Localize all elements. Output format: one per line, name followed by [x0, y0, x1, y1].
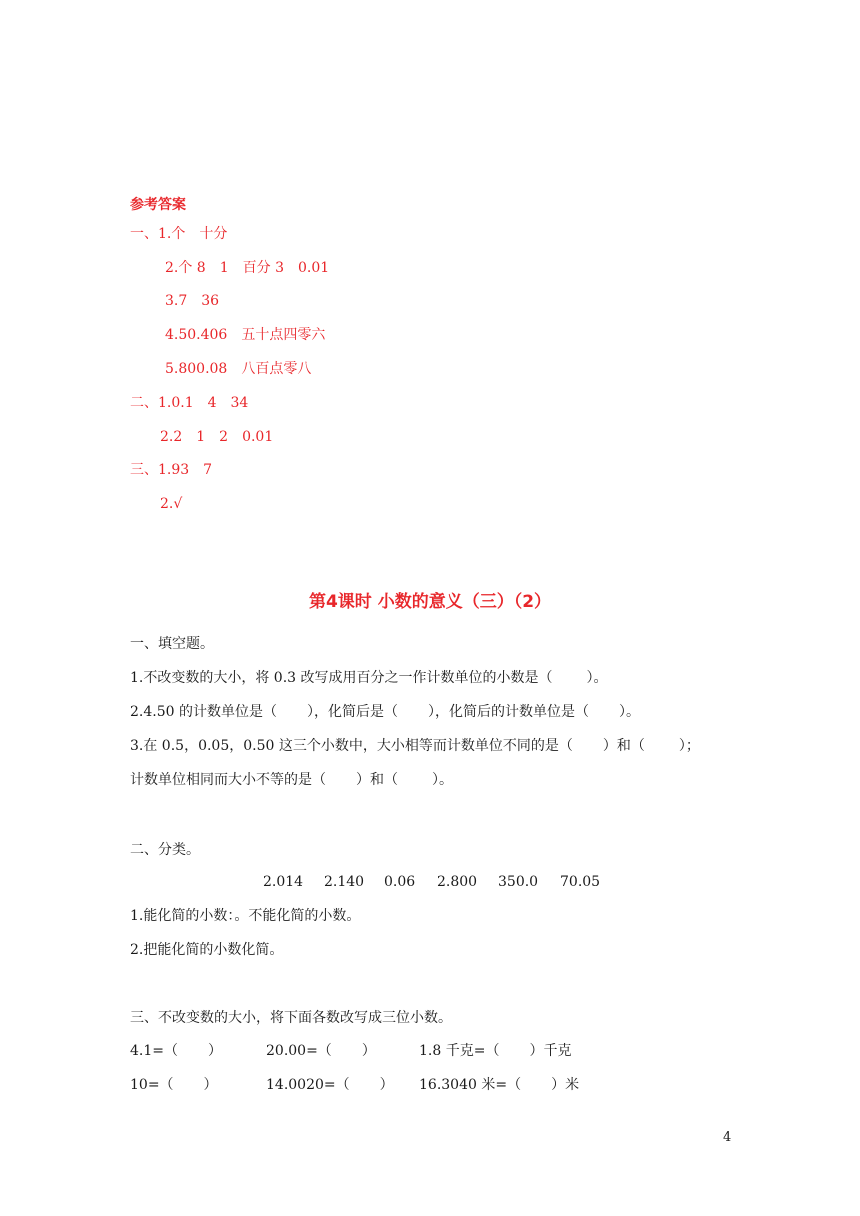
answer-line-9: 2.√ — [160, 496, 183, 512]
conversion-close: ）千克 — [529, 1043, 572, 1059]
answer-line-1: 一、1.个 十分 — [130, 226, 228, 242]
question-1-1 — [130, 668, 608, 688]
question-1-2 — [130, 702, 640, 722]
conversion-close: ） — [208, 1043, 222, 1059]
answer-line-5: 5.800.08 八百点零八 — [165, 361, 312, 377]
lesson-title: 第4课时 小数的意义（三）（2） — [308, 592, 552, 612]
answer-line-4: 4.50.406 五十点四零六 — [165, 327, 326, 343]
q1-text-b: ）。 — [586, 670, 608, 686]
conversion-close: ）米 — [551, 1077, 580, 1093]
conversion-prompt: 16.3040 米=（ — [419, 1077, 522, 1093]
q2-text-b: ），化简后是（ — [306, 704, 398, 720]
decimal-number: 2.800 — [437, 874, 478, 890]
conversion-prompt: 14.0020=（ — [266, 1077, 350, 1093]
q1-text-a: 1.不改变数的大小，将 0.3 改写成用百分之一作计数单位的小数是（ — [130, 670, 553, 686]
decimal-number: 0.06 — [384, 874, 416, 890]
q3c-text-c: ）。 — [432, 772, 453, 788]
conversion-prompt: 20.00=（ — [266, 1043, 332, 1059]
conversion-close: ） — [361, 1043, 376, 1059]
question-2-2: 2.把能化简的小数化简。 — [130, 942, 284, 958]
q3-text-b: ）和（ — [602, 738, 645, 754]
conversion-item — [266, 1075, 394, 1095]
decimal-number: 70.05 — [560, 874, 601, 890]
question-1-3-continued — [130, 770, 453, 790]
page-number: 4 — [723, 1130, 732, 1145]
answer-key-title: 参考答案 — [130, 197, 186, 213]
section2-heading: 二、分类。 — [130, 842, 200, 858]
conversion-prompt: 1.8 千克=（ — [419, 1043, 500, 1059]
q2-text-a: 2.4.50 的计数单位是（ — [130, 704, 277, 720]
conversion-item — [130, 1075, 218, 1095]
conversion-item — [419, 1075, 579, 1095]
decimal-number: 350.0 — [498, 874, 539, 890]
conversion-prompt: 4.1=（ — [130, 1043, 178, 1059]
conversion-item — [266, 1041, 376, 1061]
question-2-1: 1.能化简的小数：。不能化简的小数。 — [130, 908, 361, 924]
q3c-text-b: ）和（ — [356, 772, 398, 788]
decimal-number: 2.014 — [263, 874, 304, 890]
q2-text-d: ）。 — [618, 704, 640, 720]
conversion-prompt: 10=（ — [130, 1077, 174, 1093]
conversion-close: ） — [379, 1077, 394, 1093]
answer-line-3: 3.7 36 — [165, 293, 220, 309]
decimal-number: 2.140 — [324, 874, 365, 890]
conversion-item — [130, 1041, 222, 1061]
answer-line-7: 2.2 1 2 0.01 — [160, 429, 274, 445]
section1-heading: 一、填空题。 — [130, 636, 214, 652]
conversion-close: ） — [203, 1077, 218, 1093]
answer-line-6: 二、1.0.1 4 34 — [130, 395, 249, 411]
q3-text-a: 3.在 0.5，0.05，0.50 这三个小数中，大小相等而计数单位不同的是（ — [130, 738, 573, 754]
q2-text-c: ），化简后的计数单位是（ — [427, 704, 589, 720]
answer-line-8: 三、1.93 7 — [130, 462, 213, 478]
section3-heading: 三、不改变数的大小，将下面各数改写成三位小数。 — [130, 1010, 452, 1026]
q3-text-c: ）； — [678, 738, 700, 754]
question-1-3 — [130, 736, 700, 756]
q3c-text-a: 计数单位相同而大小不等的是（ — [130, 772, 326, 788]
answer-line-2: 2.个 8 1 百分 3 0.01 — [165, 260, 330, 276]
conversion-item — [419, 1041, 571, 1061]
